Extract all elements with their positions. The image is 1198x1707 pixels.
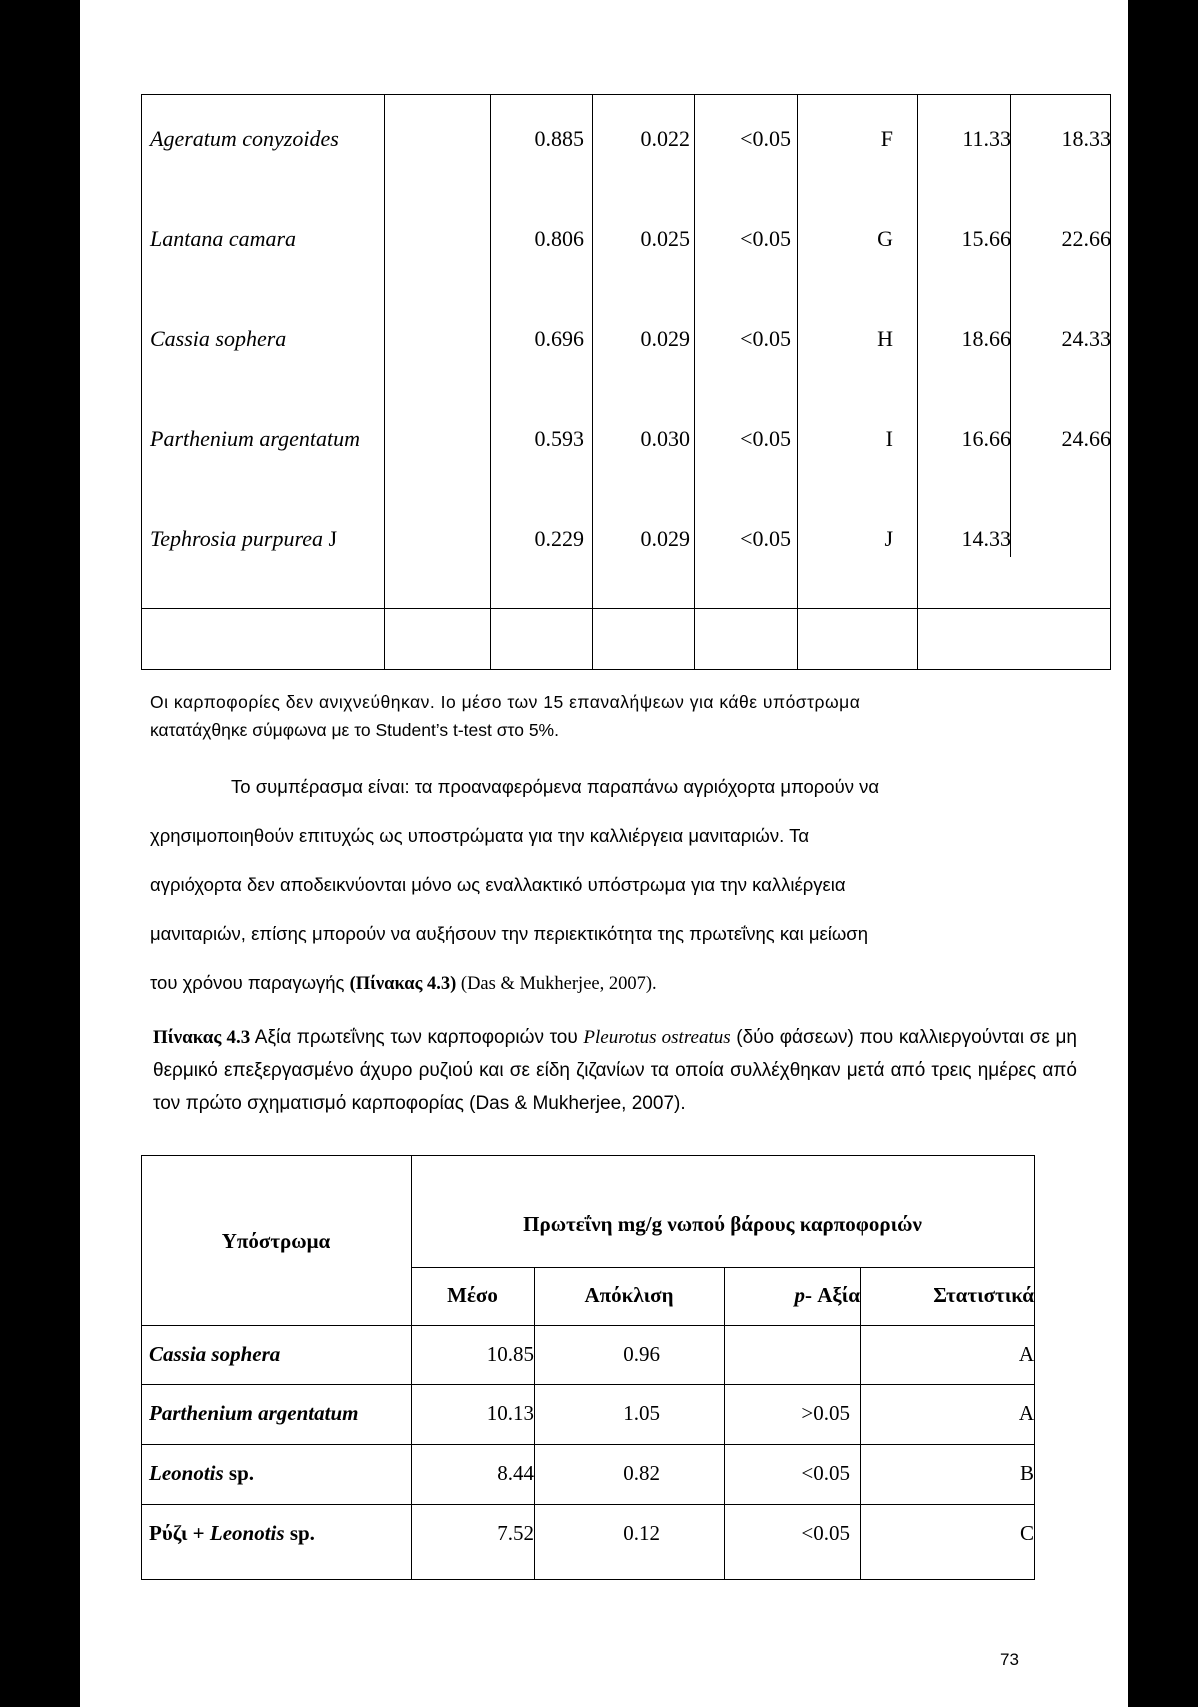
group-cell: H bbox=[877, 326, 893, 351]
value-cell: 18.66 bbox=[961, 326, 1011, 351]
substrate-name: Leonotis sp. bbox=[149, 1461, 255, 1485]
p-value-cell: <0.05 bbox=[740, 526, 791, 551]
table-label: Πίνακας 4.3 bbox=[153, 1027, 251, 1048]
p-value-cell: <0.05 bbox=[740, 326, 791, 351]
mean-cell: 10.13 bbox=[486, 1401, 534, 1425]
p-value-cell: <0.05 bbox=[740, 126, 791, 151]
value-cell: 0.029 bbox=[640, 326, 690, 351]
value-cell: 11.33 bbox=[962, 126, 1011, 151]
stat-cell: C bbox=[1019, 1521, 1034, 1545]
value-cell: 0.030 bbox=[640, 426, 690, 451]
mean-cell: 8.44 bbox=[497, 1461, 534, 1485]
value-cell: 16.66 bbox=[961, 426, 1011, 451]
table-1-footnote: Οι καρποφορίες δεν ανιχνεύθηκαν. Ιο μέσο των 15 επαναλήψεων για κάθε υπόστρωμα κατατάχθηκε σύμφωνα με το Student’s t-test στο 5%. bbox=[150, 692, 861, 740]
mean-cell: 10.85 bbox=[486, 1342, 534, 1366]
p-value-cell: <0.05 bbox=[740, 226, 791, 251]
table-2-caption: Πίνακας 4.3 Αξία πρωτεΐνης των καρποφοριών του Pleurotus ostreatus (δύο φάσεων) που καλλιεργούνται σε μη θερμικό επεξεργασμένο άχυρο ρυζιού και σε είδη ζιζανίων τα οποία συλλέχθηκαν μετά από τρεις ημέρες από τον πρώτο σχηματισμό καρποφορίας (Das & Mukherjee, 2007). bbox=[153, 1027, 1077, 1114]
citation: (Das & Mukherjee, 2007). bbox=[456, 974, 657, 994]
value-cell: 24.66 bbox=[1061, 426, 1111, 451]
value-cell: 0.229 bbox=[534, 526, 584, 551]
header-mean: Μέσο bbox=[447, 1283, 498, 1307]
substrate-name: Ρύζι + Leonotis sp. bbox=[149, 1521, 315, 1545]
species-name: Parthenium argentatum bbox=[150, 426, 360, 451]
p-value-cell: <0.05 bbox=[801, 1461, 850, 1485]
group-cell: F bbox=[880, 126, 893, 151]
header-substrate: Υπόστρωμα bbox=[221, 1229, 331, 1253]
value-cell: 0.885 bbox=[534, 126, 584, 151]
page-number: 73 bbox=[1000, 1650, 1019, 1669]
p-value-cell: >0.05 bbox=[801, 1401, 850, 1425]
group-cell: G bbox=[877, 226, 893, 251]
value-cell: 0.025 bbox=[640, 226, 690, 251]
species-name: Lantana camara bbox=[150, 226, 297, 251]
value-cell: 0.696 bbox=[534, 326, 584, 351]
stat-cell: A bbox=[1018, 1401, 1034, 1425]
species-name: Tephrosia purpurea J bbox=[150, 526, 338, 551]
value-cell: 24.33 bbox=[1061, 326, 1111, 351]
value-cell: 0.593 bbox=[534, 426, 584, 451]
stat-cell: A bbox=[1018, 1342, 1034, 1366]
header-p-value: p- Αξία bbox=[794, 1283, 860, 1307]
table-1-continued bbox=[141, 94, 1111, 740]
group-cell: I bbox=[885, 426, 893, 451]
protein-table bbox=[141, 1155, 1034, 1581]
header-deviation: Απόκλιση bbox=[584, 1283, 674, 1307]
stat-cell: B bbox=[1019, 1461, 1034, 1485]
substrate-name: Parthenium argentatum bbox=[149, 1401, 359, 1425]
header-statistics: Στατιστικά bbox=[933, 1283, 1034, 1307]
table-reference: (Πίνακας 4.3) bbox=[349, 974, 457, 994]
deviation-cell: 0.82 bbox=[623, 1461, 660, 1485]
deviation-cell: 1.05 bbox=[623, 1401, 660, 1425]
deviation-cell: 0.96 bbox=[623, 1342, 660, 1366]
value-cell: 22.66 bbox=[1061, 226, 1111, 251]
conclusion-paragraph: Το συμπέρασμα είναι: τα προαναφερόμενα παραπάνω αγριόχορτα μπορούν να χρησιμοποιηθούν επιτυχώς ως υποστρώματα για την καλλιέργεια μανιταριών. Τα αγριόχορτα δεν αποδεικνύονται μόνο ως εναλλακτικό υπόστρωμα για την καλλιέργεια μανιταριών, επίσης μπορούν να αυξήσουν την περιεκτικότητα της πρωτεΐνης και μείωση του χρόνου παραγωγής (Πίνακας 4.3) (Das & Mukherjee, 2007). bbox=[150, 776, 880, 994]
value-cell: 15.66 bbox=[961, 226, 1011, 251]
value-cell: 0.806 bbox=[534, 226, 584, 251]
substrate-name: Cassia sophera bbox=[149, 1342, 281, 1366]
value-cell: 18.33 bbox=[1061, 126, 1111, 151]
species-name: Ageratum conyzoides bbox=[150, 126, 339, 151]
mean-cell: 7.52 bbox=[497, 1521, 534, 1545]
p-value-cell: <0.05 bbox=[740, 426, 791, 451]
group-cell: J bbox=[884, 526, 893, 551]
deviation-cell: 0.12 bbox=[623, 1521, 660, 1545]
value-cell: 0.029 bbox=[640, 526, 690, 551]
organism-name: Pleurotus ostreatus bbox=[583, 1027, 731, 1048]
header-protein: Πρωτεΐνη mg/g νωπού βάρους καρποφοριών bbox=[523, 1212, 922, 1236]
p-value-cell: <0.05 bbox=[801, 1521, 850, 1545]
value-cell: 14.33 bbox=[961, 526, 1011, 551]
value-cell: 0.022 bbox=[640, 126, 690, 151]
species-name: Cassia sophera bbox=[150, 326, 287, 351]
